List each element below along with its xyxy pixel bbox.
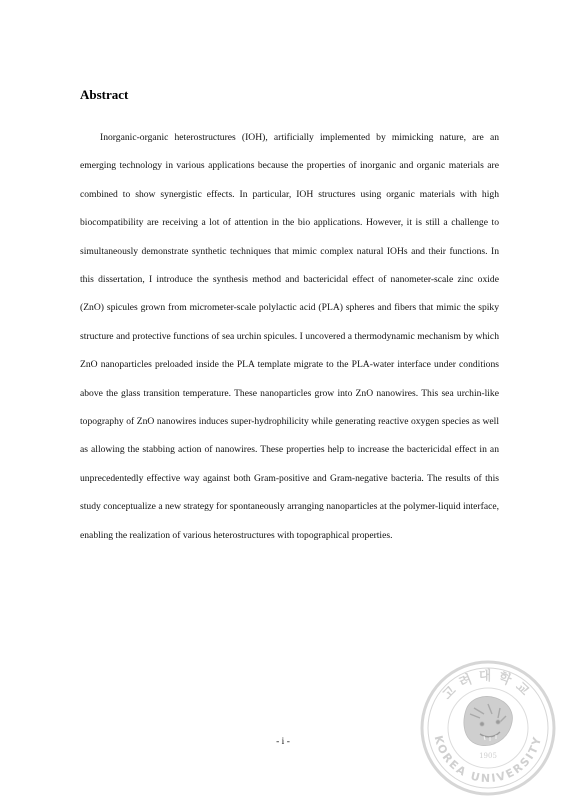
seal-top-text: 고려대학교 (440, 669, 536, 704)
seal-bottom-text: KOREA UNIVERSITY (431, 734, 545, 786)
seal-year: 1905 (479, 752, 497, 760)
abstract-paragraph: Inorganic-organic heterostructures (IOH), artificially implemented by mimicking nature, are an emerging technology in various applications because the properties of inorganic and organic materials are combined to show synergistic effects. In particular, IOH structures using organic materials with high biocompatibility are receiving a lot of attention in the bio applications. However, it is still a challenge to simultaneously demonstrate synthetic techniques that mimic complex natural IOHs and their functions. In this dissertation, I introduce the synthesis method and bactericidal effect of nanometer-scale zinc oxide (ZnO) spicules grown from micrometer-scale polylactic acid (PLA) spheres and fibers that mimic the spiky structure and protective functions of sea urchin spicules. I uncovered a thermodynamic mechanism by which ZnO nanoparticles preloaded inside the PLA template migrate to the PLA-water interface under conditions above the glass transition temperature. These nanoparticles grow into ZnO nanowires. This sea urchin-like topography of ZnO nanowires induces super-hydrophilicity while generating reactive oxygen species as well as allowing the stabbing action of nanowires. These properties help to increase the bactericidal effect in an unprecedentedly effective way against both Gram-positive and Gram-negative bacteria. The results of this study conceptualize a new strategy for spontaneously arranging nanoparticles at the polymer-liquid interface, enabling the realization of various heterostructures with topographical properties. (80, 132, 499, 541)
page-number: - i - (276, 737, 290, 747)
tiger-head-icon (464, 697, 512, 746)
abstract-heading: Abstract (80, 87, 129, 102)
korea-university-seal-watermark (418, 658, 558, 798)
